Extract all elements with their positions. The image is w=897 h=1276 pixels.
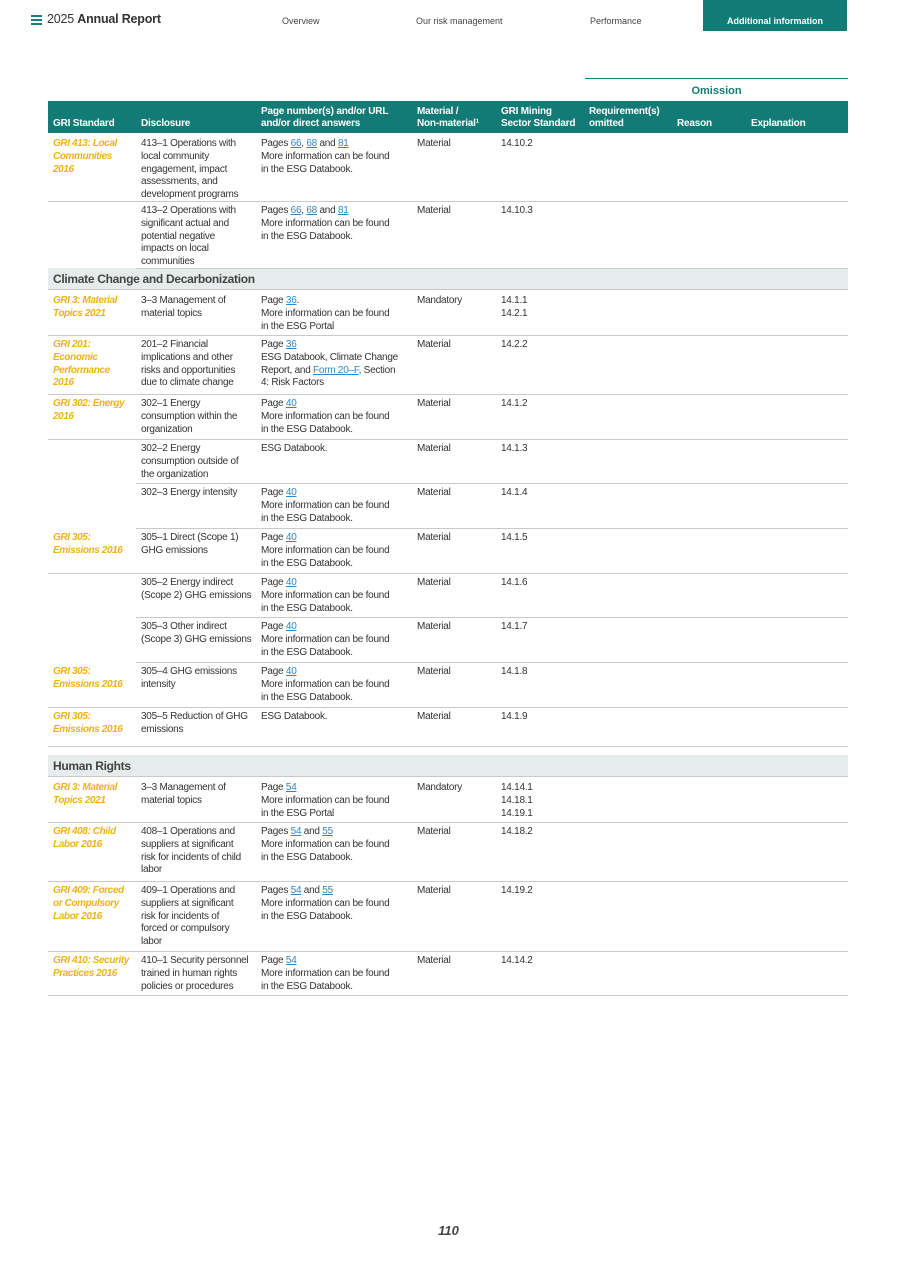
- section-human-rights-title: Human Rights: [53, 759, 131, 773]
- materiality: Mandatory: [417, 782, 462, 793]
- header-page-numbers-line2: and/or direct answers: [261, 118, 361, 129]
- disclosure-line: due to climate change: [141, 377, 234, 389]
- header-material-line1: Material /: [417, 106, 459, 117]
- page-references-line: in the ESG Portal: [261, 807, 335, 819]
- disclosure-line: (Scope 3) GHG emissions: [141, 633, 252, 645]
- mining-standard-ref-line: 14.1.6: [501, 577, 528, 588]
- materiality: Material: [417, 955, 451, 966]
- disclosure-line: trained in human rights: [141, 967, 237, 979]
- disclosure-line: 413–2 Operations with: [141, 205, 236, 216]
- page-link[interactable]: 36: [285, 295, 297, 306]
- gri-standard-line: GRI 409: Forced: [53, 885, 124, 896]
- page-link[interactable]: 81: [337, 138, 349, 149]
- disclosure-line: 305–2 Energy indirect: [141, 577, 234, 588]
- page-references-line: in the ESG Databook.: [261, 851, 353, 863]
- page-references-line: More information can be found: [261, 838, 390, 850]
- tab-risk-management[interactable]: Our risk management: [416, 16, 503, 26]
- mining-standard-ref: [501, 487, 527, 500]
- table-row: [48, 483, 848, 528]
- section-human-rights: [48, 755, 848, 777]
- table-row: [48, 335, 848, 394]
- page-link[interactable]: 40: [285, 621, 297, 632]
- mining-standard-ref-line: 14.18.1: [501, 794, 533, 806]
- gri-standard-line: GRI 305:: [53, 666, 91, 677]
- page-references-line: Page 36.: [261, 295, 300, 306]
- disclosure-line: impacts on local: [141, 243, 209, 255]
- page-references: [261, 532, 389, 570]
- page-references-line: ESG Databook.: [261, 443, 328, 454]
- page-references-line: Page 40: [261, 532, 297, 543]
- table-row: [48, 662, 848, 707]
- header-gri-standard: GRI Standard: [53, 118, 115, 129]
- materiality: Material: [417, 443, 451, 454]
- header-material: [417, 106, 479, 130]
- page-references: [261, 711, 327, 724]
- mining-standard-ref-line: 14.1.8: [501, 666, 528, 677]
- page-references: [261, 826, 389, 864]
- disclosure-line: 302–3 Energy intensity: [141, 487, 238, 498]
- disclosure-line: 410–1 Security personnel: [141, 955, 249, 966]
- page-references-line: More information can be found: [261, 897, 390, 909]
- page-link[interactable]: 55: [322, 885, 333, 896]
- page-references-line: Page 54: [261, 782, 297, 793]
- mining-standard-ref: [501, 711, 527, 724]
- report-brand[interactable]: [47, 12, 161, 26]
- page-references-line: [261, 365, 398, 378]
- gri-standard-line: 2016: [53, 163, 74, 175]
- materiality: Material: [417, 577, 451, 588]
- table-row: [48, 394, 848, 439]
- gri-standard: [53, 666, 122, 692]
- gri-standard-line: Labor 2016: [53, 910, 102, 922]
- page-references-text: Report, and: [261, 364, 311, 376]
- header-page-numbers: [261, 106, 388, 130]
- mining-standard-ref: [501, 443, 527, 456]
- disclosure: [141, 487, 237, 500]
- disclosure: [141, 782, 226, 808]
- mining-standard-ref: [501, 826, 533, 839]
- gri-standard-line: GRI 3: Material: [53, 295, 118, 306]
- disclosure-line: 409–1 Operations and: [141, 885, 235, 896]
- disclosure: [141, 577, 251, 603]
- disclosure-line: suppliers at significant: [141, 838, 234, 850]
- gri-standard: [53, 711, 122, 737]
- section-climate-change-title: Climate Change and Decarbonization: [53, 272, 255, 286]
- gri-standard-line: Performance: [53, 364, 110, 376]
- disclosure-line: 3–3 Management of: [141, 782, 226, 793]
- mining-standard-ref: [501, 782, 533, 820]
- disclosure: [141, 205, 236, 269]
- table-header: [48, 101, 848, 133]
- gri-standard-line: GRI 410: Security: [53, 955, 130, 966]
- page-references: [261, 443, 327, 456]
- mining-standard-ref: [501, 398, 527, 411]
- page-references-line: Page 40: [261, 621, 297, 632]
- page-link[interactable]: 40: [285, 398, 297, 409]
- disclosure-line: 302–1 Energy: [141, 398, 201, 409]
- page-references: [261, 138, 389, 176]
- materiality: Material: [417, 666, 451, 677]
- mining-standard-ref-line: 14.14.2: [501, 955, 533, 966]
- disclosure-line: potential negative: [141, 230, 215, 242]
- table-row: [48, 439, 848, 483]
- mining-standard-ref-line: 14.1.9: [501, 711, 528, 722]
- disclosure-line: GHG emissions: [141, 544, 208, 556]
- page-link[interactable]: 81: [337, 205, 349, 216]
- disclosure: [141, 532, 238, 558]
- header-mining-line1: GRI Mining: [501, 106, 552, 117]
- disclosure-line: 3–3 Management of: [141, 295, 226, 306]
- disclosure: [141, 955, 248, 993]
- gri-standard: [53, 295, 117, 321]
- page-references-line: ESG Databook, Climate Change: [261, 351, 398, 363]
- mining-standard-ref-line: 14.1.5: [501, 532, 528, 543]
- page-references-line: in the ESG Databook.: [261, 910, 353, 922]
- mining-standard-ref: [501, 621, 527, 634]
- page-references: [261, 885, 389, 923]
- page-references: [261, 955, 389, 993]
- mining-standard-ref: [501, 955, 533, 968]
- omission-heading: Omission: [691, 85, 742, 97]
- page-link[interactable]: 36: [285, 339, 297, 350]
- page-references-line: in the ESG Databook.: [261, 423, 353, 435]
- page-link[interactable]: 54: [290, 826, 302, 837]
- page-references-line: in the ESG Databook.: [261, 602, 353, 614]
- page-references-line: Pages 54 and 55: [261, 826, 333, 837]
- report-year: 2025: [47, 12, 75, 26]
- disclosure-line: suppliers at significant: [141, 897, 234, 909]
- page-link[interactable]: 40: [285, 487, 297, 498]
- gri-standard-line: GRI 302: Energy: [53, 398, 125, 409]
- page-references-line: ESG Databook.: [261, 711, 328, 722]
- page-references: [261, 487, 389, 525]
- gri-standard-line: Emissions 2016: [53, 678, 123, 690]
- header-mining-standard: [501, 106, 575, 130]
- section-climate-change: [48, 268, 848, 290]
- page-references-line: More information can be found: [261, 217, 390, 229]
- top-navigation: [0, 0, 897, 40]
- page-references-line: in the ESG Databook.: [261, 163, 353, 175]
- mining-standard-ref-line: 14.18.2: [501, 826, 533, 837]
- gri-standard: [53, 782, 117, 808]
- table-row: [48, 778, 848, 822]
- page-references-line: in the ESG Databook.: [261, 512, 353, 524]
- mining-standard-ref: [501, 138, 533, 151]
- page-link[interactable]: 40: [285, 532, 297, 543]
- mining-standard-ref-line: 14.19.2: [501, 885, 533, 896]
- page-references-line: in the ESG Portal: [261, 320, 335, 332]
- page-references-line: Page 36: [261, 339, 297, 350]
- omission-divider: [585, 78, 848, 79]
- page-references-line: Page 40: [261, 577, 297, 588]
- disclosure-line: development programs: [141, 189, 239, 201]
- mining-standard-ref-line: 14.2.1: [501, 307, 528, 319]
- page-references-line: More information can be found: [261, 544, 390, 556]
- table-row: [48, 201, 848, 268]
- disclosure: [141, 826, 241, 877]
- mining-standard-ref-line: 14.10.2: [501, 138, 533, 149]
- materiality: Material: [417, 339, 451, 350]
- gri-standard: [53, 885, 124, 923]
- page-link[interactable]: 54: [285, 782, 297, 793]
- page-references-line: More information can be found: [261, 967, 390, 979]
- disclosure: [141, 138, 238, 202]
- disclosure-line: 201–2 Financial: [141, 339, 208, 350]
- disclosure: [141, 666, 237, 692]
- gri-standard: [53, 398, 124, 424]
- materiality: Material: [417, 487, 451, 498]
- disclosure-line: emissions: [141, 723, 184, 735]
- disclosure: [141, 711, 248, 737]
- mining-standard-ref-line: 14.10.3: [501, 205, 533, 216]
- page-link[interactable]: 66: [290, 138, 302, 149]
- gri-standard-line: GRI 413: Local: [53, 138, 117, 149]
- table-row: [48, 528, 848, 573]
- disclosure: [141, 398, 237, 436]
- disclosure-line: intensity: [141, 678, 176, 690]
- page-references-text: , Section: [358, 364, 396, 376]
- page-references-line: Pages 66, 68 and 81: [261, 138, 349, 149]
- disclosure-line: policies or procedures: [141, 980, 234, 992]
- disclosure-line: material topics: [141, 307, 202, 319]
- disclosure-line: 305–1 Direct (Scope 1): [141, 532, 239, 543]
- disclosure: [141, 295, 226, 321]
- gri-standard-line: Emissions 2016: [53, 544, 123, 556]
- materiality: Mandatory: [417, 295, 462, 306]
- page-references-line: in the ESG Databook.: [261, 980, 353, 992]
- table-row: [48, 707, 848, 746]
- mining-standard-ref: [501, 205, 533, 218]
- page-link[interactable]: 55: [322, 826, 333, 837]
- gri-standard-line: or Compulsory: [53, 897, 119, 909]
- mining-standard-ref: [501, 885, 533, 898]
- page-references-line: Pages 54 and 55: [261, 885, 333, 896]
- tab-overview[interactable]: Overview: [282, 16, 320, 26]
- row-divider: [48, 995, 848, 996]
- gri-standard-line: GRI 305:: [53, 532, 91, 543]
- mining-standard-ref-line: 14.14.1: [501, 782, 533, 793]
- page-references-line: More information can be found: [261, 307, 390, 319]
- page-references-line: in the ESG Databook.: [261, 557, 353, 569]
- page-link[interactable]: 66: [290, 205, 302, 216]
- disclosure-line: significant actual and: [141, 217, 229, 229]
- disclosure-line: the organization: [141, 468, 209, 480]
- page-references: [261, 398, 389, 436]
- header-material-line2: Non-material¹: [417, 118, 479, 129]
- gri-standard-line: Emissions 2016: [53, 723, 123, 735]
- mining-standard-ref-line: 14.2.2: [501, 339, 528, 350]
- header-requirements-omitted: [589, 106, 660, 130]
- disclosure-line: 413–1 Operations with: [141, 138, 236, 149]
- page-references: [261, 666, 389, 704]
- table-row: [48, 573, 848, 617]
- page-references-line: in the ESG Databook.: [261, 646, 353, 658]
- header-mining-line2: Sector Standard: [501, 118, 576, 129]
- page-references: [261, 577, 389, 615]
- gri-standard-line: GRI 408: Child: [53, 826, 116, 837]
- page-references-line: More information can be found: [261, 633, 390, 645]
- materiality: Material: [417, 621, 451, 632]
- disclosure-line: assessments, and: [141, 176, 218, 188]
- header-page-numbers-line1: Page number(s) and/or URL: [261, 106, 389, 117]
- gri-standard: [53, 339, 110, 390]
- gri-standard: [53, 138, 117, 176]
- disclosure-line: risk for incidents of: [141, 910, 220, 922]
- gri-standard-line: GRI 305:: [53, 711, 91, 722]
- materiality: Material: [417, 711, 451, 722]
- materiality: Material: [417, 398, 451, 409]
- disclosure-line: engagement, impact: [141, 163, 228, 175]
- page-references: [261, 621, 389, 659]
- disclosure-line: risk for incidents of child: [141, 851, 241, 863]
- mining-standard-ref: [501, 295, 527, 321]
- disclosure-line: risks and opportunities: [141, 364, 236, 376]
- gri-standard-line: Topics 2021: [53, 307, 106, 319]
- page-references-line: in the ESG Databook.: [261, 230, 353, 242]
- disclosure-line: labor: [141, 936, 162, 948]
- gri-standard-line: Practices 2016: [53, 967, 117, 979]
- gri-standard: [53, 826, 116, 852]
- disclosure-line: organization: [141, 423, 193, 435]
- table-row: [48, 134, 848, 201]
- page-references-line: Page 40: [261, 398, 297, 409]
- disclosure: [141, 885, 235, 949]
- materiality: Material: [417, 885, 451, 896]
- mining-standard-ref-line: 14.1.2: [501, 398, 528, 409]
- mining-standard-ref-line: 14.1.3: [501, 443, 528, 454]
- page-references-line: More information can be found: [261, 499, 390, 511]
- gri-standard: [53, 532, 122, 558]
- table-row: [48, 291, 848, 335]
- mining-standard-ref-line: 14.19.1: [501, 807, 533, 819]
- mining-standard-ref-line: 14.1.1: [501, 295, 528, 306]
- page-number: 110: [438, 1223, 459, 1238]
- disclosure-line: 305–3 Other indirect: [141, 621, 227, 632]
- page-link[interactable]: 40: [285, 577, 297, 588]
- page-references: [261, 295, 389, 333]
- header-reason: Reason: [677, 118, 712, 129]
- mining-standard-ref: [501, 532, 527, 545]
- mining-standard-ref: [501, 577, 527, 590]
- page-references: [261, 205, 389, 243]
- report-title: Annual Report: [77, 12, 161, 26]
- page-link[interactable]: 68: [306, 205, 317, 216]
- materiality: Material: [417, 532, 451, 543]
- page-link[interactable]: 54: [290, 885, 302, 896]
- mining-standard-ref-line: 14.1.4: [501, 487, 528, 498]
- gri-standard-line: Topics 2021: [53, 794, 106, 806]
- page-references-line: Page 40: [261, 666, 297, 677]
- page-link[interactable]: 68: [306, 138, 317, 149]
- materiality: Material: [417, 138, 451, 149]
- page-references-line: More information can be found: [261, 794, 390, 806]
- header-requirements-line2: omitted: [589, 118, 624, 129]
- hamburger-menu-icon[interactable]: [31, 15, 42, 25]
- page-references-line: in the ESG Databook.: [261, 691, 353, 703]
- row-divider: [48, 746, 848, 747]
- gri-standard-line: Communities: [53, 150, 112, 162]
- header-disclosure: Disclosure: [141, 118, 191, 129]
- table-row: [48, 617, 848, 662]
- table-row: [48, 951, 848, 995]
- gri-standard-line: 2016: [53, 410, 74, 422]
- header-requirements-line1: Requirement(s): [589, 106, 660, 117]
- page-references: [261, 339, 398, 390]
- disclosure: [141, 443, 238, 481]
- tab-performance[interactable]: Performance: [590, 16, 642, 26]
- page-references-line: More information can be found: [261, 589, 390, 601]
- page-references-line: More information can be found: [261, 150, 390, 162]
- disclosure-line: material topics: [141, 794, 202, 806]
- page-references-line: More information can be found: [261, 410, 390, 422]
- gri-standard-line: 2016: [53, 377, 74, 389]
- disclosure-line: implications and other: [141, 351, 233, 363]
- page-references-line: Page 54: [261, 955, 297, 966]
- tab-additional-information-label: Additional information: [727, 16, 823, 26]
- page-link[interactable]: Form 20–F: [313, 364, 359, 376]
- page-references-line: Page 40: [261, 487, 297, 498]
- materiality: Material: [417, 205, 451, 216]
- disclosure-line: consumption within the: [141, 410, 238, 422]
- disclosure-line: forced or compulsory: [141, 923, 230, 935]
- disclosure-line: (Scope 2) GHG emissions: [141, 589, 252, 601]
- disclosure-line: labor: [141, 864, 162, 876]
- page-references-line: Pages 66, 68 and 81: [261, 205, 349, 216]
- page-link[interactable]: 54: [285, 955, 297, 966]
- disclosure-line: consumption outside of: [141, 455, 239, 467]
- header-explanation: Explanation: [751, 118, 806, 129]
- disclosure: [141, 621, 251, 647]
- disclosure-line: 302–2 Energy: [141, 443, 201, 454]
- gri-standard-line: GRI 201:: [53, 339, 91, 350]
- row-divider: [136, 268, 848, 269]
- table-row: [48, 881, 848, 951]
- page-references-line: 4: Risk Factors: [261, 377, 324, 389]
- mining-standard-ref: [501, 666, 527, 679]
- disclosure-line: 408–1 Operations and: [141, 826, 235, 837]
- tab-additional-information[interactable]: [703, 0, 847, 31]
- mining-standard-ref: [501, 339, 527, 352]
- gri-standard-line: GRI 3: Material: [53, 782, 118, 793]
- table-row: [48, 822, 848, 881]
- disclosure-line: communities: [141, 256, 195, 268]
- disclosure: [141, 339, 235, 390]
- mining-standard-ref-line: 14.1.7: [501, 621, 528, 632]
- disclosure-line: 305–5 Reduction of GHG: [141, 711, 248, 722]
- gri-standard: [53, 955, 129, 981]
- page-link[interactable]: 40: [285, 666, 297, 677]
- gri-standard-line: Labor 2016: [53, 838, 102, 850]
- gri-standard-line: Economic: [53, 351, 98, 363]
- materiality: Material: [417, 826, 451, 837]
- disclosure-line: local community: [141, 150, 209, 162]
- page-references-line: More information can be found: [261, 678, 390, 690]
- page-references: [261, 782, 389, 820]
- disclosure-line: 305–4 GHG emissions: [141, 666, 237, 677]
